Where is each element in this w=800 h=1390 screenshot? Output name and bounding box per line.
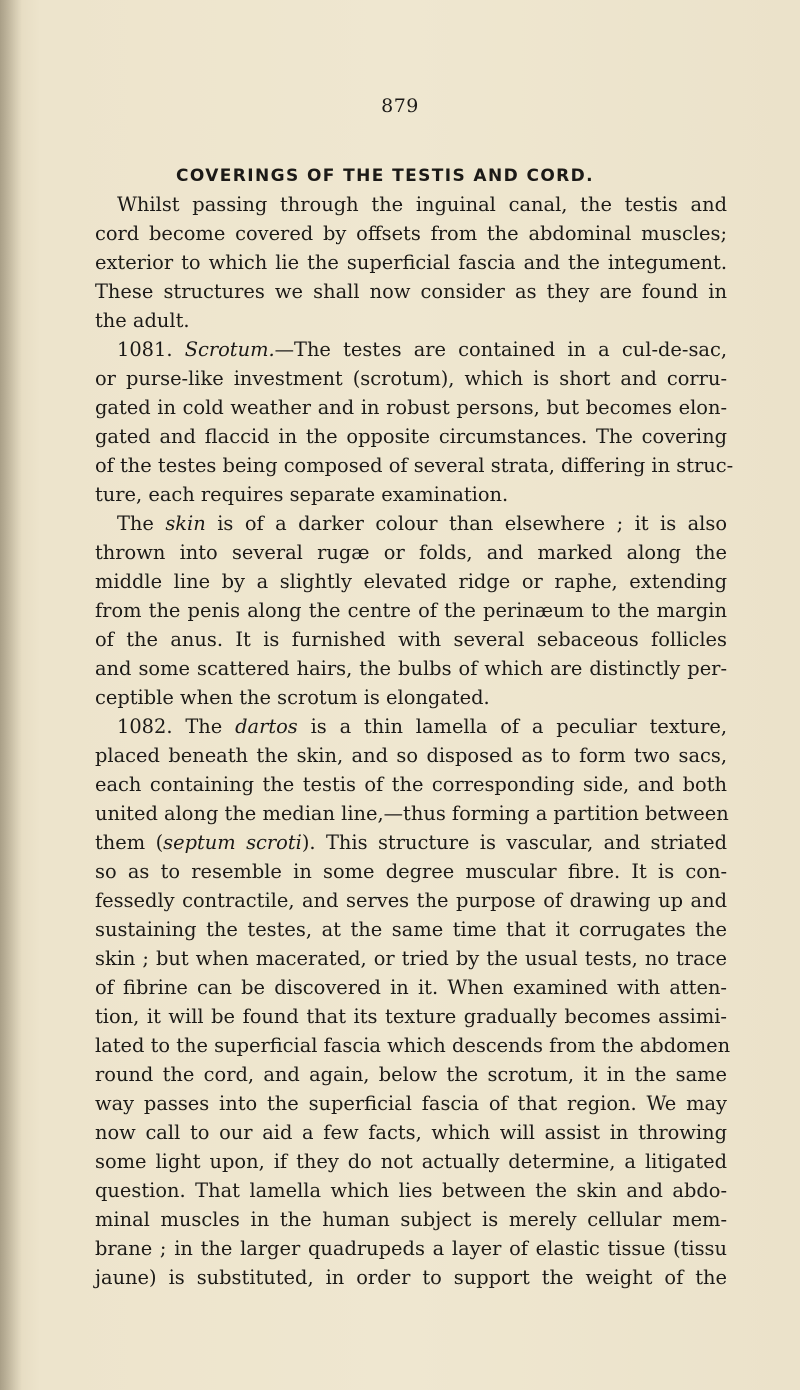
text-line: gated in cold weather and in robust persons, but becomes elon- — [95, 396, 727, 419]
text-segment: ). This structure is vascular, and striated — [301, 831, 728, 854]
text-line: tion, it will be found that its texture gradually becomes assimi- — [95, 1005, 727, 1028]
text-line: ceptible when the scrotum is elongated. — [95, 686, 490, 709]
text-line: brane ; in the larger quadrupeds a layer of elastic tissue (tissu — [95, 1237, 727, 1260]
text-line: ture, each requires separate examination. — [95, 483, 509, 506]
text-line: middle line by a slightly elevated ridge or raphe, extending — [95, 570, 727, 593]
text-line — [95, 509, 727, 538]
text-line: of the testes being composed of several strata, differing in struc- — [95, 454, 734, 477]
page-number: 879 — [381, 95, 419, 117]
text-line: of the anus. It is furnished with several sebaceous follicles — [95, 628, 727, 651]
text-line: round the cord, and again, below the scrotum, it in the same — [95, 1063, 727, 1086]
text-segment: is of a darker colour than elsewhere ; it is also — [205, 512, 728, 535]
text-line: lated to the superficial fascia which descends from the abdomen — [95, 1034, 731, 1057]
text-line: now call to our aid a few facts, which will assist in throwing — [95, 1121, 727, 1144]
italic-term: dartos — [235, 715, 298, 738]
italic-term: Scrotum. — [184, 338, 275, 361]
text-line: united along the median line,—thus forming a partition between — [95, 802, 729, 825]
text-line: or purse-like investment (scrotum), which is short and corru- — [95, 367, 727, 390]
section-heading: COVERINGS OF THE TESTIS AND CORD. — [175, 166, 595, 186]
text-line: fessedly contractile, and serves the purpose of drawing up and — [95, 889, 727, 912]
text-line: way passes into the superficial fascia of that region. We may — [95, 1092, 727, 1115]
text-line: from the penis along the centre of the perinæum to the margin — [95, 599, 727, 622]
text-segment: —The testes are contained in a cul-de-sac, — [274, 338, 727, 361]
text-line — [95, 828, 727, 857]
italic-term: skin — [165, 512, 206, 535]
text-line: skin ; but when macerated, or tried by the usual tests, no trace — [95, 947, 727, 970]
text-line: question. That lamella which lies between the skin and abdo- — [95, 1179, 727, 1202]
text-line: jaune) is substituted, in order to support the weight of the — [95, 1266, 727, 1289]
text-line: exterior to which lie the superficial fascia and the integument. — [95, 251, 727, 274]
text-line: minal muscles in the human subject is merely cellular mem- — [95, 1208, 727, 1231]
text-line — [95, 335, 727, 364]
text-segment: 1082. The — [117, 715, 236, 738]
text-line — [95, 712, 727, 741]
text-line: gated and flaccid in the opposite circumstances. The covering — [95, 425, 727, 448]
text-line: of fibrine can be discovered in it. When examined with atten- — [95, 976, 727, 999]
text-line: Whilst passing through the inguinal canal, the testis and — [117, 193, 727, 216]
text-line: each containing the testis of the corresponding side, and both — [95, 773, 727, 796]
text-line: so as to resemble in some degree muscular fibre. It is con- — [95, 860, 727, 883]
text-segment: them ( — [95, 831, 164, 854]
text-segment: is a thin lamella of a peculiar texture, — [297, 715, 727, 738]
text-segment: 1081. — [117, 338, 185, 361]
text-line: placed beneath the skin, and so disposed as to form two sacs, — [95, 744, 727, 767]
spine-shadow — [0, 0, 22, 1390]
text-line: some light upon, if they do not actually determine, a litigated — [95, 1150, 727, 1173]
text-line: sustaining the testes, at the same time that it corrugates the — [95, 918, 727, 941]
text-line: cord become covered by offsets from the abdominal muscles; — [95, 222, 727, 245]
italic-term: septum scroti — [163, 831, 302, 854]
text-line: These structures we shall now consider as they are found in — [95, 280, 727, 303]
text-line: thrown into several rugæ or folds, and marked along the — [95, 541, 727, 564]
text-line: and some scattered hairs, the bulbs of which are distinctly per- — [95, 657, 727, 680]
body-text — [95, 190, 734, 1292]
text-line: the adult. — [95, 309, 190, 332]
text-segment: The — [117, 512, 166, 535]
